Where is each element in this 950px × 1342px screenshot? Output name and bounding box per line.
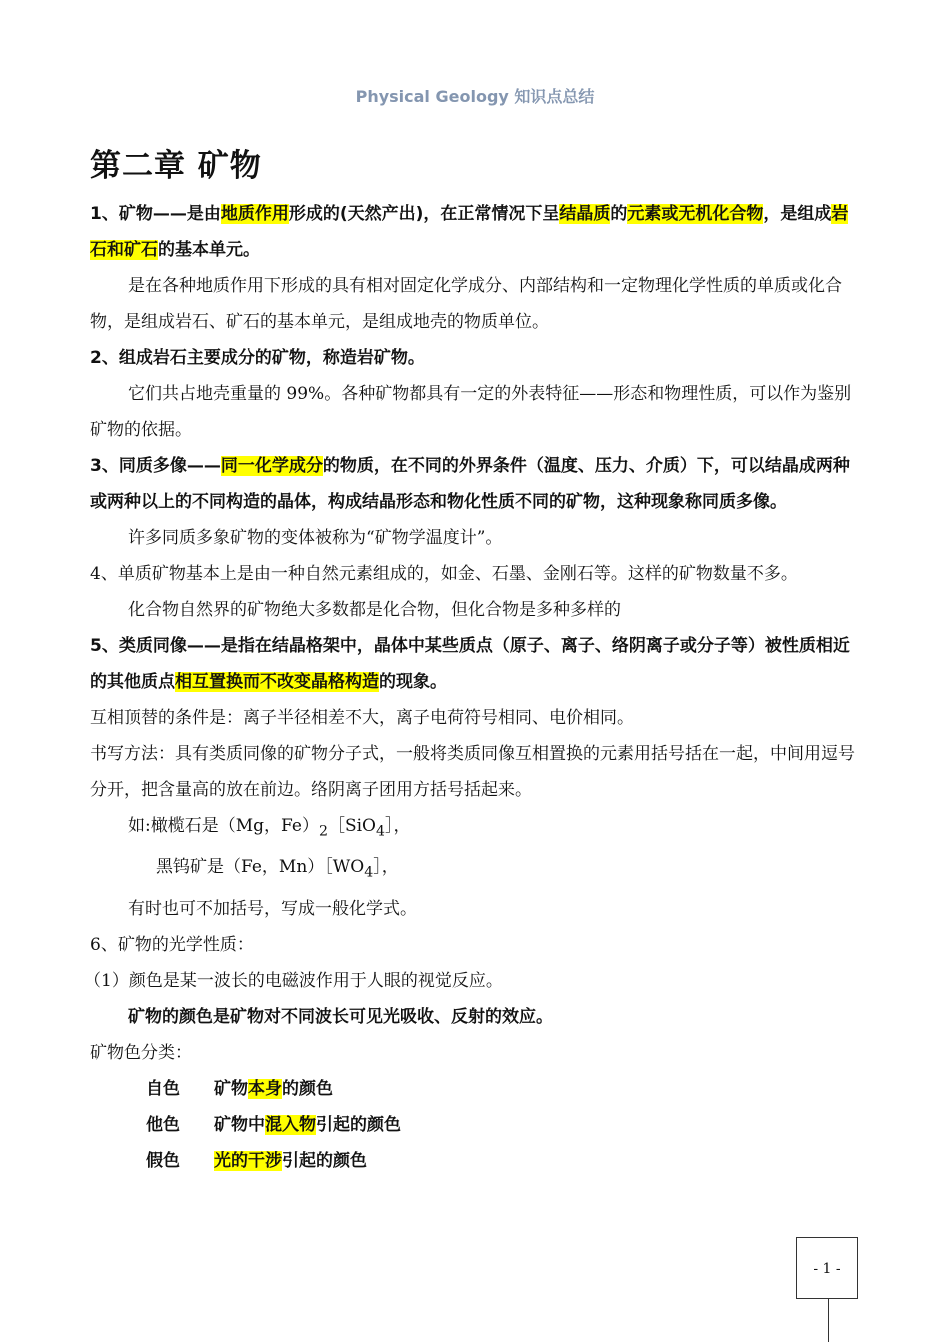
isomorphism-conditions: 互相顶替的条件是：离子半径相差不大，离子电荷符号相同、电价相同。 [90,708,634,728]
page-number-line [828,1299,829,1342]
definition-polymorphism: 3、同质多像——同一化学成分的物质，在不同的外界条件（温度、压力、介质）下，可以结晶成两种或两种以上的不同构造的晶体，构成结晶形态和物化性质不同的矿物，这种现象称同质多像。 [90,456,850,512]
page-header: Physical Geology 知识点总结 [355,87,595,106]
example-wolframite: 黑钨矿是（Fe，$Mn)[WO_4]$， [156,857,399,881]
compound-minerals: 化合物自然界的矿物绝大多数都是化合物，但化合物是多种多样的 [128,600,621,620]
color-class-item: 他色 矿物中混入物引起的颜色 [146,1114,401,1135]
element-minerals: 4、单质矿物基本上是由一种自然元素组成的，如金、石墨、金刚石等。这样的矿物数量不多。 [90,564,798,584]
chapter-title: 第二章 矿物 [90,148,262,184]
color-class-list [90,1071,862,1179]
example-note: 有时也可不加括号，写成一般化学式。 [128,898,417,919]
color-classification: 矿物色分类： [90,1042,192,1063]
color-effect: 矿物的颜色是矿物对不同波长可见光吸收、反射的效应。 [128,1006,553,1027]
rock-forming-description: 它们共占地壳重量的 99%。各种矿物都具有一定的外表特征——形态和物理性质，可以作为鉴别矿物的依据。 [90,384,852,440]
example-olivine: 如:橄榄石是（Mg，$Fe)_2[SiO_4]$， [128,816,411,840]
polymorphism-description: 许多同质多象矿物的变体被称为“矿物学温度计”。 [128,528,503,548]
definition-mineral: 1、矿物——是由地质作用形成的(天然产出)，在正常情况下呈结晶质的元素或无机化合物，是组成岩石和矿石的基本单元。 [90,204,849,260]
document-body [84,196,862,1179]
isomorphism-notation: 书写方法：具有类质同像的矿物分子式，一般将类质同像互相置换的元素用括号括在一起，中间用逗号分开，把含量高的放在前边。络阴离子团用方括号括起来。 [90,744,855,800]
definition-rock-forming: 2、组成岩石主要成分的矿物，称造岩矿物。 [90,348,425,368]
color-definition: （1）颜色是某一波长的电磁波作用于人眼的视觉反应。 [84,970,503,991]
optical-properties-heading: 6、矿物的光学性质： [90,934,254,955]
mineral-description: 是在各种地质作用下形成的具有相对固定化学成分、内部结构和一定物理化学性质的单质或化合物，是组成岩石、矿石的基本单元，是组成地壳的物质单位。 [90,276,842,332]
page-number: - 1 - [796,1237,858,1299]
definition-isomorphism: 5、类质同像——是指在结晶格架中，晶体中某些质点（原子、离子、络阴离子或分子等）被性质相近的其他质点相互置换而不改变晶格构造的现象。 [90,636,850,692]
color-class-item: 假色 光的干涉引起的颜色 [146,1150,367,1171]
color-class-item: 自色 矿物本身的颜色 [146,1078,333,1099]
